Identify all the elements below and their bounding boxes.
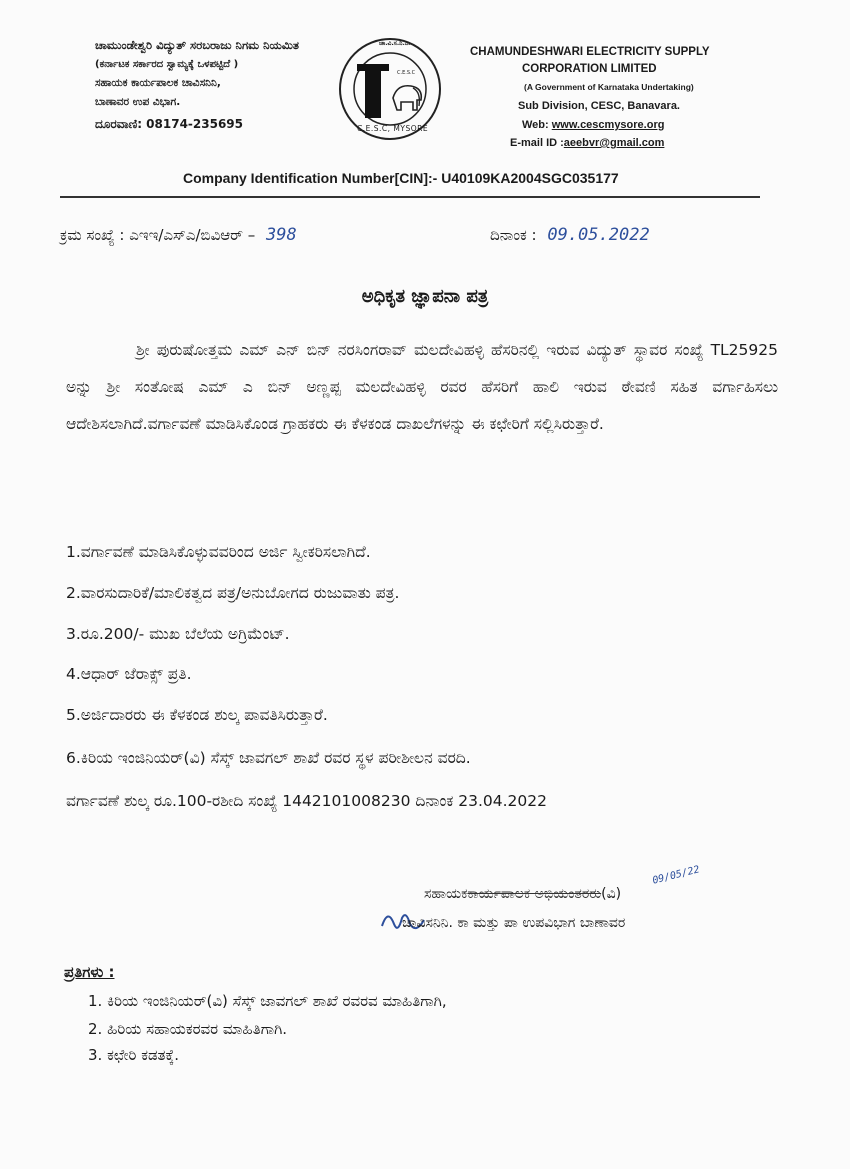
sub-division-kannada: ಬಾಣಾವರ ಉಪ ವಿಭಾಗ. (95, 96, 181, 108)
phone-number: ದೂರವಾಣಿ: 08174-235695 (95, 117, 243, 131)
org-name-line2: CORPORATION LIMITED (522, 63, 657, 75)
web-link[interactable]: www.cescmysore.org (551, 119, 665, 131)
copy-item: 3. ಕಛೇರಿ ಕಡತಕ್ಕೆ. (88, 1046, 180, 1064)
document-title: ಅಧಿಕೃತ ಜ್ಞಾಪನಾ ಪತ್ರ (361, 286, 489, 307)
signature-line1 (424, 886, 621, 902)
copies-heading: ಪ್ರತಿಗಳು : (64, 963, 115, 981)
header-divider (60, 196, 760, 198)
copy-item: 2. ಹಿರಿಯ ಸಹಾಯಕರವರ ಮಾಹಿತಿಗಾಗಿ. (88, 1020, 288, 1038)
letterhead-english (470, 44, 740, 152)
reference-line (60, 225, 297, 245)
web-label: Web: (522, 119, 549, 131)
org-name-line1: CHAMUNDESHWARI ELECTRICITY SUPPLY (470, 46, 710, 58)
copy-item: 1. ಕಿರಿಯ ಇಂಜಿನಿಯರ್(ವಿ) ಸೆಸ್ಕ್ ಜಾವಗಲ್ ಶಾಖೆ ರವರವ ಮಾಹಿತಿಗಾಗಿ, (88, 992, 447, 1010)
date-line (490, 225, 650, 245)
logo-bottom-text: C.E.S.C, MYSORE (357, 124, 429, 133)
logo-top-text: ಚಾ.ವಿ.ಸ.ನಿ.ನಿ. (379, 40, 411, 47)
email-link[interactable]: aeebvr@gmail.com (563, 137, 665, 149)
signature-initial-date: 09/05/22 (651, 864, 701, 887)
logo-inner-text: C.E.S.C (397, 70, 416, 76)
signature-struck-title: ಕಾರ್ಯಪಾಲಕ ಅಭಿಯಂತರರು (467, 886, 602, 902)
reference-label: ಕ್ರಮ ಸಂಖ್ಯೆ : ಎಇಇ/ಎಸ್‌ಎ/ಬಿವಿಆರ್ – (60, 226, 256, 244)
list-item: 5.ಅರ್ಜಿದಾರರು ಈ ಕೆಳಕಂಡ ಶುಲ್ಕ ಪಾವತಿಸಿರುತ್ತಾರೆ. (66, 706, 328, 724)
org-name-kannada: ಚಾಮುಂಡೇಶ್ವರಿ ವಿದ್ಯುತ್ ಸರಬರಾಜು ನಿಗಮ ನಿಯಮಿತ (95, 38, 299, 52)
list-item: 6.ಕಿರಿಯ ಇಂಜಿನಿಯರ್(ವಿ) ಸೆಸ್ಕ್ ಜಾವಗಲ್ ಶಾಖೆ ರವರ ಸ್ಥಳ ಪರೀಶೀಲನ ವರದಿ. (66, 749, 471, 767)
govt-note-english: (A Government of Karnataka Undertaking) (524, 82, 694, 92)
body-paragraph: ಶ್ರೀ ಪುರುಷೋತ್ತಮ ಎಮ್ ಎನ್ ಬಿನ್ ನರಸಿಂಗರಾವ್ ಮಲದೇವಿಹಳ್ಳಿ ಹೆಸರಿನಲ್ಲಿ ಇರುವ ವಿದ್ಯುತ್ ಸ್ಥಾವರ ಸಂಖ್ಯೆ TL25925 ಅನ್ನು ಶ್ರೀ ಸಂತೋಷ ಎಮ್ ಎ ಬಿನ್ ಅಣ್ಣಪ್ಪ ಮಲದೇವಿಹಳ್ಳಿ ರವರ ಹೆಸರಿಗೆ ಹಾಲಿ ಇರುವ ಠೇವಣಿ ಸಹಿತ ವರ್ಗಾಹಿಸಲು ಆದೇಶಿಸಲಾಗಿದೆ.ವರ್ಗಾವಣೆ ಮಾಡಿಸಿಕೊಂಡ ಗ್ರಾಹಕರು ಈ ಕೆಳಕಂಡ ದಾಖಲೆಗಳನ್ನು ಈ ಕಛೇರಿಗೆ ಸಲ್ಲಿಸಿರುತ್ತಾರೆ. (66, 341, 778, 433)
office-kannada: ಸಹಾಯಕ ಕಾರ್ಯಪಾಲಕ ಚಾವಿಸನಿನಿ, (95, 77, 221, 89)
cin-line: Company Identification Number[CIN]:- U40109KA2004SGC035177 (183, 170, 619, 186)
reference-number: 398 (266, 225, 297, 245)
list-item: 2.ವಾರಸುದಾರಿಕೆ/ಮಾಲಿಕತ್ವದ ಪತ್ರ/ಅನುಬೋಗದ ರುಜುವಾತು ಪತ್ರ. (66, 584, 400, 602)
list-item: 3.ರೂ.200/- ಮುಖ ಬೆಲೆಯ ಅಗ್ರಿಮೆಂಟ್. (66, 625, 290, 643)
list-item: 1.ವರ್ಗಾವಣೆ ಮಾಡಿಸಿಕೊಳ್ಳುವವರಿಂದ ಅರ್ಜಿ ಸ್ವೀಕರಿಸಲಾಗಿದೆ. (66, 543, 371, 561)
letterhead-kannada (95, 36, 365, 134)
date-value: 09.05.2022 (547, 225, 650, 245)
date-label: ದಿನಾಂಕ : (490, 226, 537, 244)
fee-line: ವರ್ಗಾವಣೆ ಶುಲ್ಕ ರೂ.100-ರಶೀದಿ ಸಂಖ್ಯೆ 1442101008230 ದಿನಾಂಕ 23.04.2022 (66, 792, 547, 810)
email-label: E-mail ID : (510, 137, 564, 149)
signature-prefix: ಸಹಾಯಕ (424, 886, 468, 902)
cesc-logo (335, 34, 445, 144)
sub-division-english: Sub Division, CESC, Banavara. (518, 100, 680, 112)
signature-line2: ಚಾವಿಸನಿನಿ. ಕಾ ಮತ್ತು ಪಾ ಉಪವಿಭಾಗ ಬಾಣಾವರ (402, 915, 626, 931)
signature-suffix: (ವಿ) (601, 886, 622, 902)
govt-note-kannada: (ಕರ್ನಾಟಕ ಸರ್ಕಾರದ ಸ್ವಾಮ್ಯಕ್ಕೆ ಒಳಪಟ್ಟಿದೆ ) (95, 59, 239, 70)
list-item: 4.ಆಧಾರ್ ಜೆರಾಕ್ಸ್ ಪ್ರತಿ. (66, 665, 192, 683)
